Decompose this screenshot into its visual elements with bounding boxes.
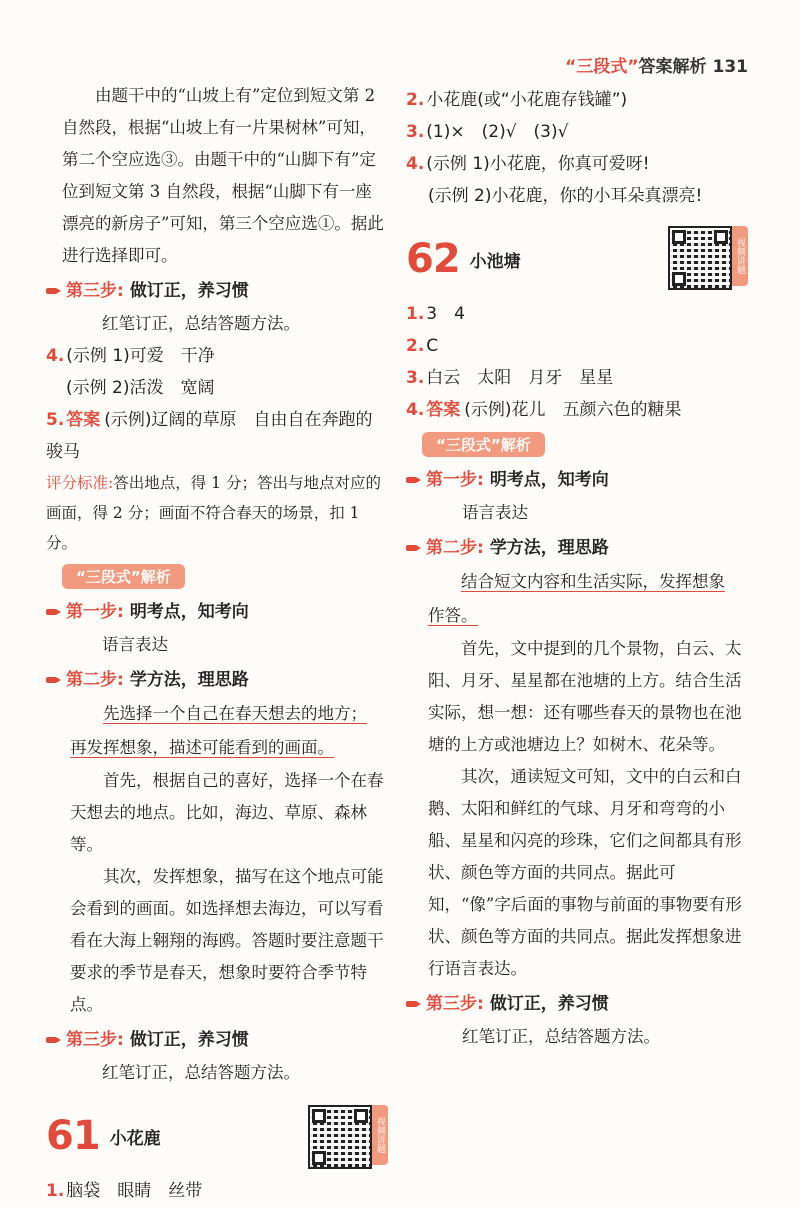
step-label: 第三步:: [66, 281, 124, 301]
step-text: 学方法，理思路: [489, 538, 609, 558]
r-a2: [406, 330, 746, 362]
method-line1: 先选择一个自己在春天想去的地方；: [103, 704, 367, 723]
q-number: 1.: [46, 1181, 65, 1201]
answer-label: 答案: [66, 410, 101, 430]
analysis-badge: “三段式”解析: [62, 564, 185, 589]
lesson-number: 62: [406, 236, 460, 282]
r-q3-text: (1)× (2)√ (3)√: [426, 122, 569, 142]
step-text: 明考点，知考向: [489, 470, 609, 490]
l61-q1-text: 脑袋 眼睛 丝带: [66, 1181, 203, 1201]
method-line1: 结合短文内容和生活实际，发挥想象: [461, 572, 725, 591]
step3-heading: [46, 274, 388, 308]
r-step2-heading: [406, 531, 746, 565]
step1-heading: [46, 595, 388, 629]
lesson-62-heading: [406, 226, 746, 292]
r-a1-text: 3 4: [426, 304, 465, 324]
pen-icon: [406, 476, 420, 484]
r-q4-line1: (示例 1)小花鹿，你真可爱呀!: [426, 154, 650, 174]
q-number: 2.: [406, 336, 425, 356]
qr-code-icon[interactable]: [668, 226, 732, 290]
pen-icon: [46, 676, 60, 684]
r-q2-text: 小花鹿(或“小花鹿存钱罐”): [426, 90, 628, 110]
r-step3-heading: [406, 987, 746, 1021]
q4-line1: (示例 1)可爱 干净: [66, 346, 215, 366]
r-step2-method: [428, 565, 746, 633]
para-first: 首先，根据自己的喜好，选择一个在春天想去的地点。比如，海边、草原、森林等。: [70, 771, 384, 854]
q-number: 3.: [406, 368, 425, 388]
r-step1-heading: [406, 463, 746, 497]
q-number: 4.: [46, 346, 65, 366]
score-label: 评分标准:: [46, 474, 114, 492]
r-q2: [406, 84, 746, 116]
step-text: 做订正，养习惯: [489, 994, 609, 1014]
step-label: 第一步:: [426, 470, 484, 490]
r-a4-text: (示例)花儿 五颜六色的糖果: [464, 400, 682, 420]
r-a2-text: C: [426, 336, 439, 356]
r-q3: [406, 116, 746, 148]
method-line2: 作答。: [428, 606, 478, 625]
r-a4: [406, 394, 746, 426]
intro-paragraph: 由题干中的“山坡上有”定位到短文第 2 自然段，根据“山坡上有一片果树林”可知，第二个空应选③。由题干中的“山脚下有”定位到短文第 3 自然段，根据“山脚下有一座漂亮的新房子”可知，第三个空应选①。据此进行选择即可。: [62, 86, 384, 265]
r-para-first: 首先，文中提到的几个景物，白云、太阳、月牙、星星都在池塘的上方。结合生活实际，想一想：还有哪些春天的景物也在池塘的上方或池塘边上？如树木、花朵等。: [428, 639, 742, 754]
step-text: 明考点，知考向: [129, 602, 249, 622]
q4-line2: (示例 2)活泼 宽阔: [66, 378, 215, 398]
para-second: 其次，发挥想象，描写在这个地点可能会看到的画面。如选择想去海边，可以写看看在大海上翱翔的海鸥。答题时要注意题干要求的季节是春天，想象时要符合季节特点。: [70, 867, 384, 1014]
step-label: 第三步:: [66, 1030, 124, 1050]
page-header: [565, 52, 748, 77]
q4: [46, 340, 388, 372]
l61-q1: [46, 1175, 388, 1207]
right-column: [406, 84, 746, 1053]
q-number: 4.: [406, 400, 425, 420]
r-a3-text: 白云 太阳 月牙 星星: [426, 368, 614, 388]
pen-icon: [406, 544, 420, 552]
q5: [46, 404, 388, 468]
step-text: 做订正，养习惯: [129, 1030, 249, 1050]
answer-label: 答案: [426, 400, 461, 420]
lesson-61-heading: [46, 1103, 388, 1169]
qr-code-icon[interactable]: [308, 1105, 372, 1169]
step3b-body: 红笔订正，总结答题方法。: [102, 1063, 300, 1082]
pen-icon: [406, 1000, 420, 1008]
step-label: 第一步:: [66, 602, 124, 622]
step2-heading: [46, 663, 388, 697]
lesson-title: 小花鹿: [109, 1128, 161, 1149]
pen-icon: [46, 608, 60, 616]
pen-icon: [46, 1036, 60, 1044]
step-label: 第二步:: [426, 538, 484, 558]
analysis-badge: “三段式”解析: [422, 432, 545, 457]
lesson-title: 小池塘: [469, 251, 521, 272]
left-column: [46, 80, 388, 1207]
q-number: 4.: [406, 154, 425, 174]
step-text: 做订正，养习惯: [129, 281, 249, 301]
score-standard: [46, 468, 388, 558]
method-line2: 再发挥想象，描述可能看到的画面。: [70, 738, 334, 757]
header-title: 答案解析: [638, 57, 707, 77]
pen-icon: [46, 287, 60, 295]
step-label: 第二步:: [66, 670, 124, 690]
r-a3: [406, 362, 746, 394]
r-para-second: 其次，通读短文可知，文中的白云和白鹅、太阳和鲜红的气球、月牙和弯弯的小船、星星和闪亮的珍珠，它们之间都具有形状、颜色等方面的共同点。据此可知，“像”字后面的事物与前面的事物要有形状、颜色等方面的共同点。据此发挥想象进行语言表达。: [428, 767, 742, 978]
step-label: 第三步:: [426, 994, 484, 1014]
step1-body: 语言表达: [102, 635, 168, 654]
q5-text: (示例)辽阔的草原 自由自在奔跑的骏马: [46, 410, 373, 462]
step3b-heading: [46, 1023, 388, 1057]
step-text: 学方法，理思路: [129, 670, 249, 690]
q-number: 5.: [46, 410, 65, 430]
r-q4: [406, 148, 746, 180]
r-a1: [406, 298, 746, 330]
score-text: 答出地点，得 1 分；答出与地点对应的画面，得 2 分；画面不符合春天的场景，扣 1 分。: [46, 474, 381, 552]
q-number: 3.: [406, 122, 425, 142]
video-tab[interactable]: 视频讲题: [372, 1105, 388, 1165]
page-number: 131: [712, 57, 748, 77]
video-tab[interactable]: 视频讲题: [732, 226, 748, 286]
step2-method: [70, 697, 388, 765]
r-step1-body: 语言表达: [462, 503, 528, 522]
q-number: 2.: [406, 90, 425, 110]
step3-body: 红笔订正，总结答题方法。: [102, 314, 300, 333]
r-step3-body: 红笔订正，总结答题方法。: [462, 1027, 660, 1046]
header-quote: “三段式”: [565, 57, 639, 77]
lesson-number: 61: [46, 1113, 100, 1159]
r-q4-line2: (示例 2)小花鹿，你的小耳朵真漂亮!: [428, 186, 703, 206]
q-number: 1.: [406, 304, 425, 324]
